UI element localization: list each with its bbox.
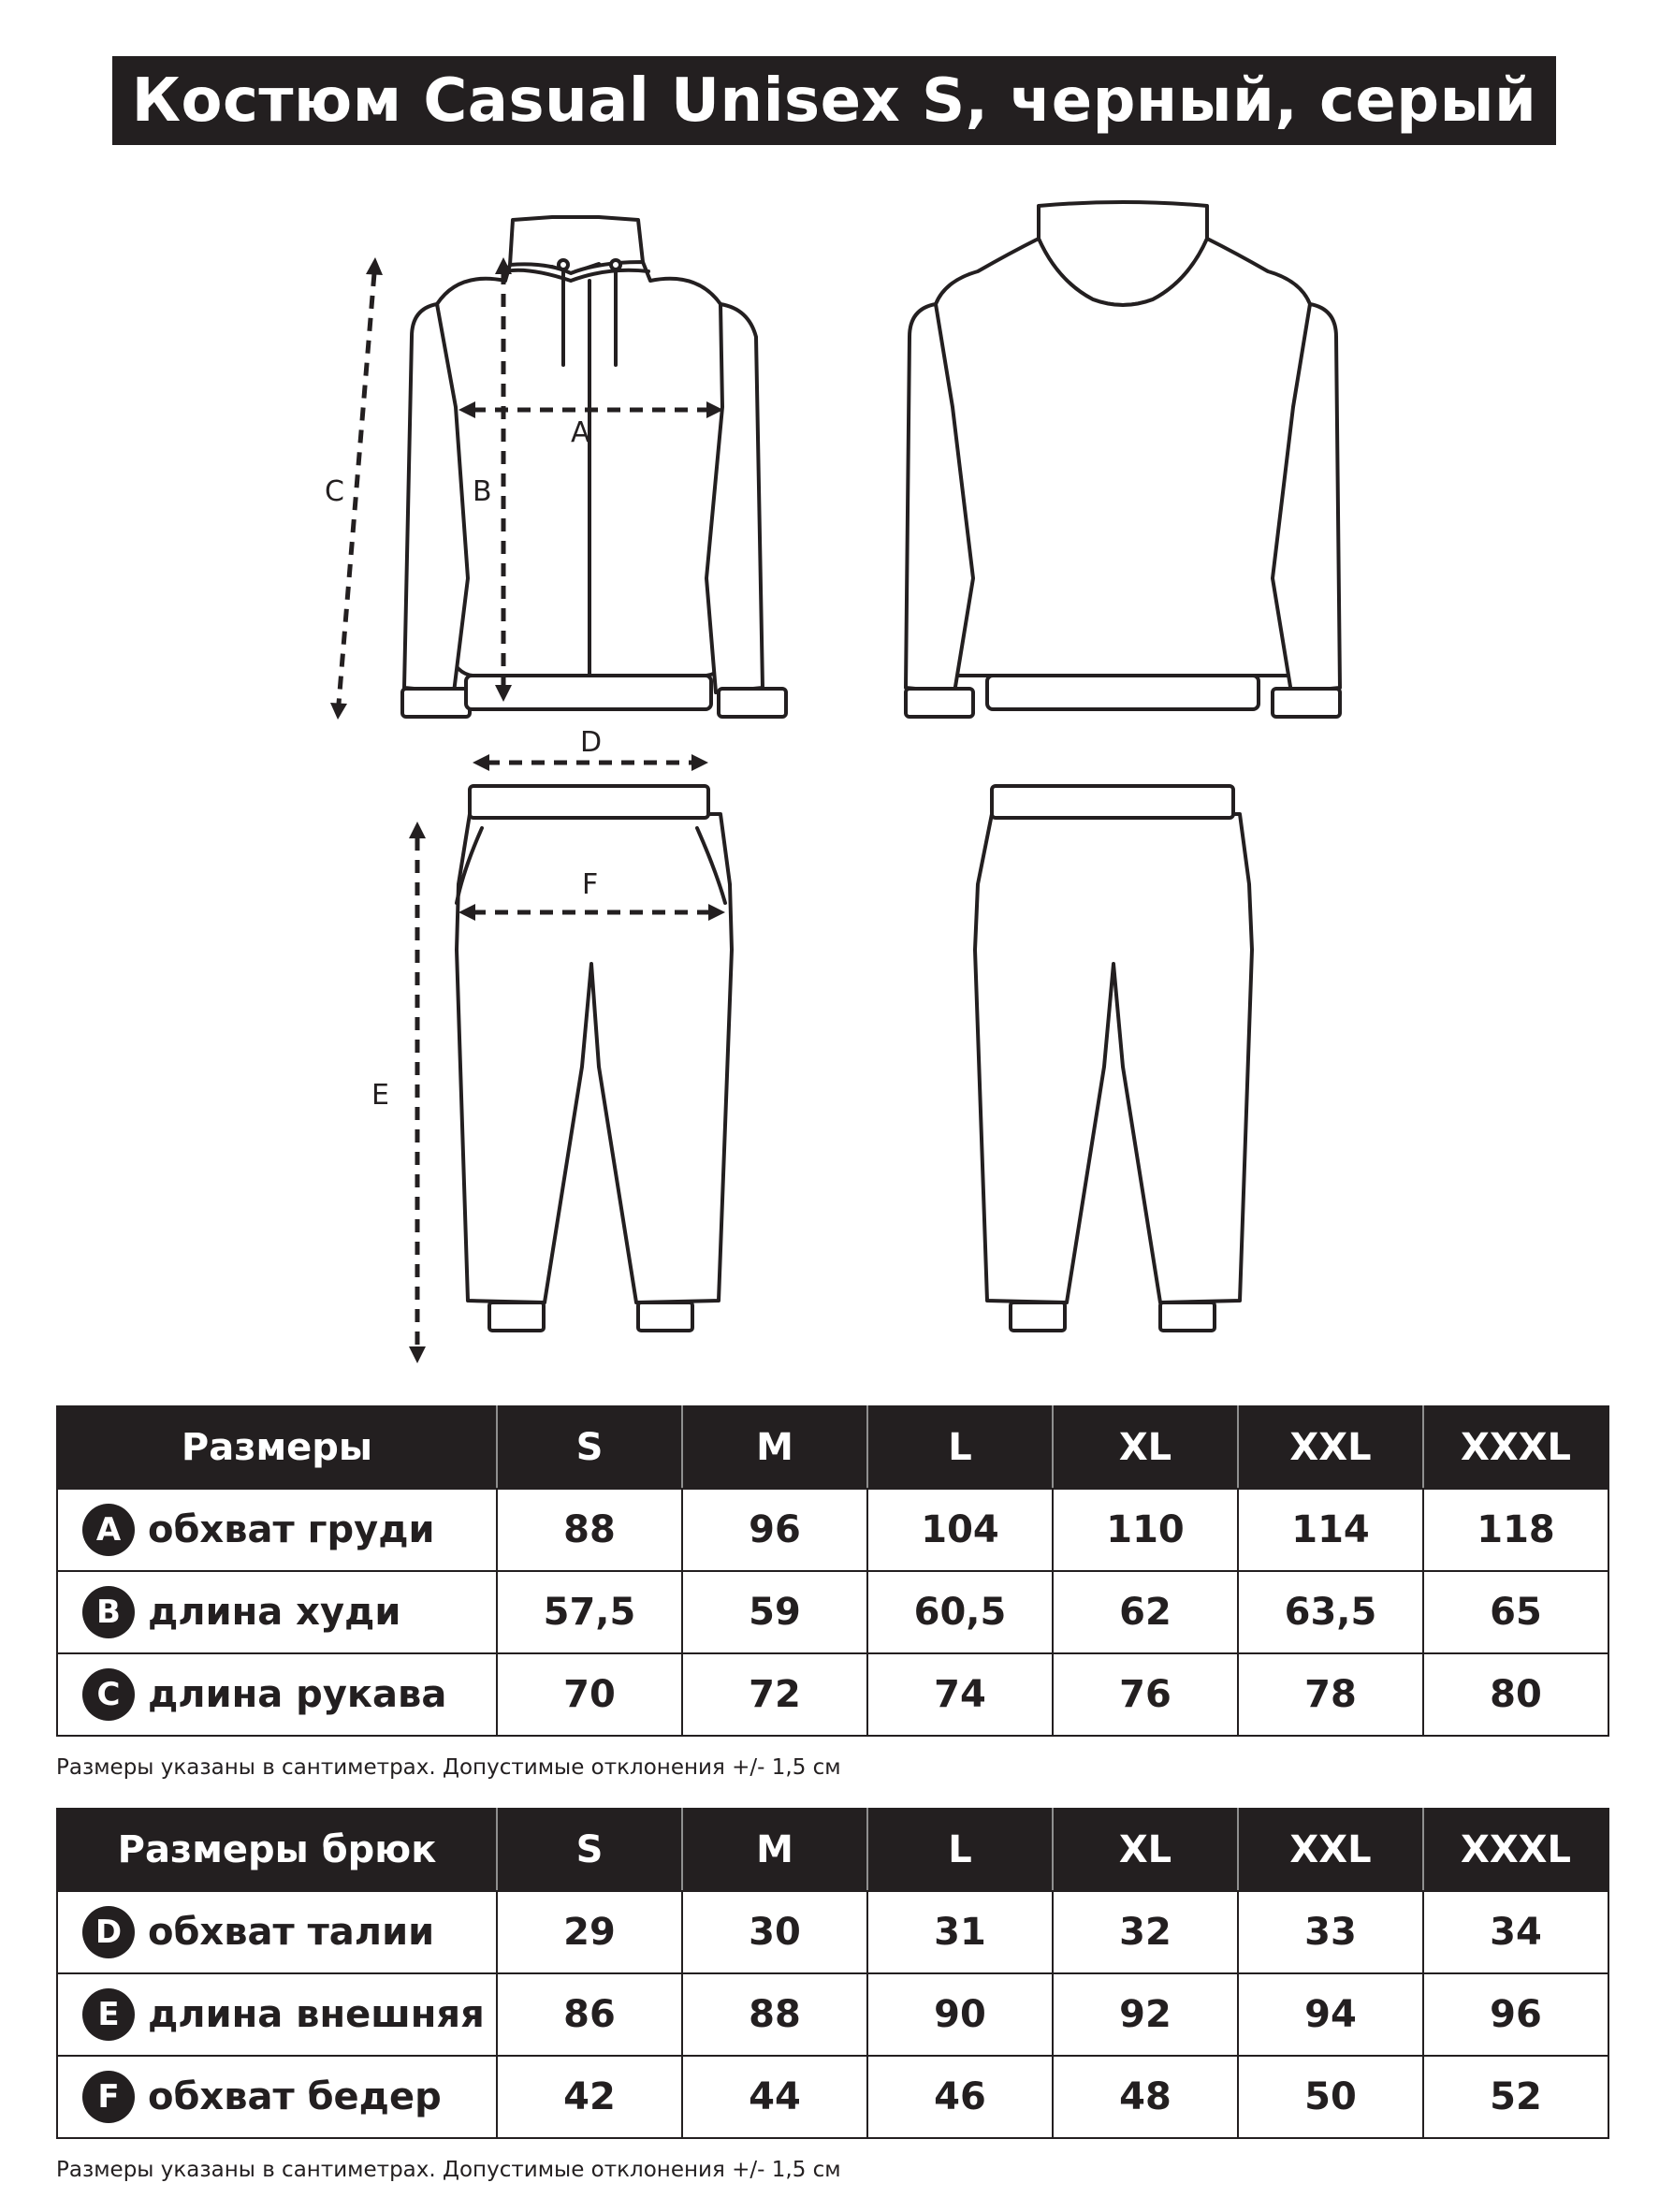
hoodie-size-table <box>56 1405 1609 1737</box>
row-label-sleeve-length <box>57 1653 497 1736</box>
measurement-e <box>371 822 426 1363</box>
table-cell: 78 <box>1238 1653 1423 1736</box>
table-cell: 57,5 <box>497 1571 682 1653</box>
pants-size-note: Размеры указаны в сантиметрах. Допустимые отклонения +/- 1,5 см <box>56 2158 841 2182</box>
row-label-text: обхват груди <box>148 1508 435 1551</box>
table-row <box>57 1653 1608 1736</box>
row-label-text: обхват бедер <box>148 2075 442 2118</box>
label-f: F <box>582 868 599 901</box>
hoodie-front <box>402 217 786 717</box>
size-note: Размеры указаны в сантиметрах. Допустимые отклонения +/- 1,5 см <box>56 1755 841 1780</box>
row-label-hoodie-length <box>57 1571 497 1653</box>
page-title: Костюм Casual Unisex S, черный, серый <box>131 65 1537 136</box>
row-label-text: длина внешняя <box>148 1993 485 2036</box>
header-pants-sizes: Размеры брюк <box>57 1809 497 1891</box>
table-cell: 63,5 <box>1238 1571 1423 1653</box>
table-row <box>57 1973 1608 2056</box>
table-cell: 50 <box>1238 2056 1423 2138</box>
row-label-text: длина рукава <box>148 1673 447 1716</box>
table-row <box>57 1489 1608 1571</box>
table-cell: 114 <box>1238 1489 1423 1571</box>
label-c: C <box>325 475 344 508</box>
table-row <box>57 1571 1608 1653</box>
header-size-s: S <box>497 1406 682 1489</box>
header-size-l: L <box>867 1809 1053 1891</box>
table-cell: 76 <box>1053 1653 1238 1736</box>
table-cell: 44 <box>682 2056 867 2138</box>
row-label-chest <box>57 1489 497 1571</box>
table-cell: 34 <box>1423 1891 1608 1973</box>
table-cell: 42 <box>497 2056 682 2138</box>
table-cell: 74 <box>867 1653 1053 1736</box>
table-cell: 110 <box>1053 1489 1238 1571</box>
header-size-xl: XL <box>1053 1406 1238 1489</box>
label-b: B <box>473 475 492 508</box>
header-size-xxxl: XXXL <box>1423 1406 1608 1489</box>
badge-d: D <box>82 1906 135 1958</box>
hoodie-back <box>906 202 1340 717</box>
header-size-s: S <box>497 1809 682 1891</box>
measurement-c <box>325 257 383 720</box>
header-size-xl: XL <box>1053 1809 1238 1891</box>
table-cell: 70 <box>497 1653 682 1736</box>
row-label-outer-length <box>57 1973 497 2056</box>
table-cell: 29 <box>497 1891 682 1973</box>
table-cell: 65 <box>1423 1571 1608 1653</box>
table-cell: 62 <box>1053 1571 1238 1653</box>
table-cell: 118 <box>1423 1489 1608 1571</box>
table-cell: 96 <box>682 1489 867 1571</box>
table-cell: 30 <box>682 1891 867 1973</box>
header-size-m: M <box>682 1809 867 1891</box>
row-label-waist <box>57 1891 497 1973</box>
pants-size-table <box>56 1808 1609 2139</box>
table-cell: 60,5 <box>867 1571 1053 1653</box>
badge-b: B <box>82 1586 135 1638</box>
table-cell: 94 <box>1238 1973 1423 2056</box>
table-cell: 88 <box>682 1973 867 2056</box>
row-label-hips <box>57 2056 497 2138</box>
header-size-xxxl: XXXL <box>1423 1809 1608 1891</box>
label-d: D <box>580 726 603 759</box>
header-size-l: L <box>867 1406 1053 1489</box>
table-header-row <box>57 1406 1608 1489</box>
table-cell: 96 <box>1423 1973 1608 2056</box>
table-cell: 32 <box>1053 1891 1238 1973</box>
badge-c: C <box>82 1668 135 1721</box>
header-size-xxl: XXL <box>1238 1406 1423 1489</box>
table-cell: 104 <box>867 1489 1053 1571</box>
table-cell: 90 <box>867 1973 1053 2056</box>
table-cell: 80 <box>1423 1653 1608 1736</box>
badge-e: E <box>82 1988 135 2041</box>
table-cell: 52 <box>1423 2056 1608 2138</box>
label-a: A <box>571 416 590 449</box>
table-cell: 92 <box>1053 1973 1238 2056</box>
badge-f: F <box>82 2071 135 2123</box>
table-cell: 88 <box>497 1489 682 1571</box>
header-sizes: Размеры <box>57 1406 497 1489</box>
badge-a: A <box>82 1504 135 1556</box>
label-e: E <box>371 1079 389 1112</box>
header-size-m: M <box>682 1406 867 1489</box>
table-cell: 48 <box>1053 2056 1238 2138</box>
table-header-row <box>57 1809 1608 1891</box>
row-label-text: длина худи <box>148 1591 401 1634</box>
table-cell: 46 <box>867 2056 1053 2138</box>
pants-back <box>975 786 1252 1331</box>
row-label-text: обхват талии <box>148 1911 435 1954</box>
table-cell: 33 <box>1238 1891 1423 1973</box>
header-size-xxl: XXL <box>1238 1809 1423 1891</box>
table-cell: 72 <box>682 1653 867 1736</box>
table-row <box>57 2056 1608 2138</box>
table-cell: 86 <box>497 1973 682 2056</box>
table-cell: 59 <box>682 1571 867 1653</box>
table-row <box>57 1891 1608 1973</box>
table-cell: 31 <box>867 1891 1053 1973</box>
measurement-d <box>473 726 708 771</box>
